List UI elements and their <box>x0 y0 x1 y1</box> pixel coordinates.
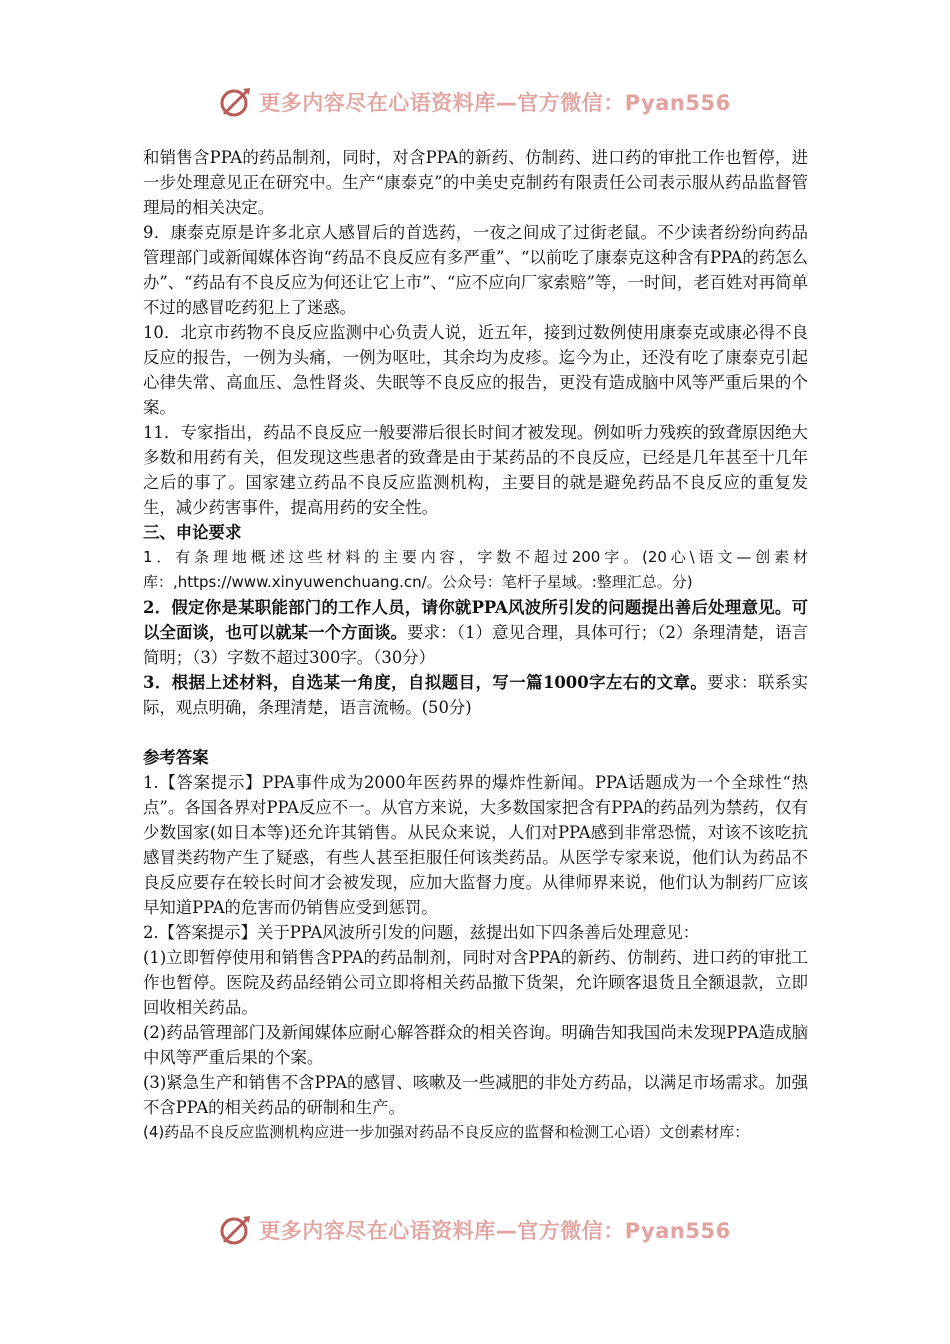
footer-watermark <box>0 1210 950 1250</box>
answer-2-item-4: (4)药品不良反应监测机构应进一步加强对药品不良反应的监督和检测工心语）文创素材库： <box>143 1123 750 1141</box>
requirement-3-task: 3．根据上述材料，自选某一角度，自拟题目，写一篇1000字左右的文章。 <box>143 673 708 692</box>
requirement-1: 1．有条理地概述这些材料的主要内容，字数不超过200字。(20心\语文—创素材库：,https://www.xinyuwenchuang.cn/。公众号：笔杆子星域。:整理汇总。分) <box>143 548 808 591</box>
paragraph-11: 11．专家指出，药品不良反应一般要滞后很长时间才被发现。例如听力残疾的致聋原因绝大多数和用药有关，但发现这些患者的致聋是由于某药品的不良反应，已经是几年甚至十几年之后的事了。国家建立药品不良反应监测机构，主要目的就是避免药品不良反应的重复发生，减少药害事件，提高用药的安全性。 <box>143 423 808 517</box>
watermark-text: 更多内容尽在心语资料库—官方微信：Pyan556 <box>259 1219 731 1243</box>
section-heading-requirements: 三、申论要求 <box>143 523 242 542</box>
answer-2-item-1: (1)立即暂停使用和销售含PPA的药品制剂，同时对含PPA的新药、仿制药、进口药的审批工作也暂停。医院及药品经销公司立即将相关药品撤下货架，允许顾客退货且全额退款，立即回收相关药品。 <box>143 948 808 1017</box>
requirement-2-task: 2．假定你是某职能部门的工作人员，请你就PPA风波所引发的问题提出善后处理意见。可以全面谈，也可以就某一个方面谈。 <box>143 598 808 642</box>
requirement-3-criteria: 要求：联系实际，观点明确，条理清楚，语言流畅。(50分) <box>143 673 808 717</box>
answer-1: 1.【答案提示】PPA事件成为2000年医药界的爆炸性新闻。PPA话题成为一个全球性“热点”。各国各界对PPA反应不一。从官方来说，大多数国家把含有PPA的药品列为禁药，仅有少数国家(如日本等)还允许其销售。从民众来说，人们对PPA感到非常恐慌，对该不该吃抗感冒类药物产生了疑惑，有些人甚至拒服任何该类药品。从医学专家来说，他们认为药品不良反应要存在较长时间才会被发现，应加大监督力度。从律师界来说，他们认为制药厂应该早知道PPA的危害而仍销售应受到惩罚。 <box>143 773 808 917</box>
document-body <box>143 145 808 1145</box>
answer-2-item-2: (2)药品管理部门及新闻媒体应耐心解答群众的相关咨询。明确告知我国尚未发现PPA造成脑中风等严重后果的个案。 <box>143 1023 808 1067</box>
header-watermark <box>0 82 950 122</box>
paragraph-continued: 和销售含PPA的药品制剂，同时，对含PPA的新药、仿制药、进口药的审批工作也暂停，进一步处理意见正在研究中。生产“康泰克”的中美史克制药有限责任公司表示服从药品监督管理局的相关决定。 <box>143 148 808 217</box>
answer-2-item-3: (3)紧急生产和销售不含PPA的感冒、咳嗽及一些减肥的非处方药品，以满足市场需求。加强不含PPA的相关药品的研制和生产。 <box>143 1073 808 1117</box>
answers-heading: 参考答案 <box>143 748 209 767</box>
answer-2-intro: 2.【答案提示】关于PPA风波所引发的问题，兹提出如下四条善后处理意见： <box>143 923 700 942</box>
requirement-2-criteria: 要求：（1）意见合理，具体可行；（2）条理清楚，语言简明；（3）字数不超过300字。（30分） <box>143 623 808 667</box>
paragraph-10: 10．北京市药物不良反应监测中心负责人说，近五年，接到过数例使用康泰克或康必得不良反应的报告，一例为头痛，一例为呕吐，其余均为皮疹。迄今为止，还没有吃了康泰克引起心律失常、高血压、急性肾炎、失眠等不良反应的报告，更没有造成脑中风等严重后果的个案。 <box>143 323 808 417</box>
watermark-text: 更多内容尽在心语资料库—官方微信：Pyan556 <box>259 91 731 115</box>
paragraph-9: 9．康泰克原是许多北京人感冒后的首选药，一夜之间成了过街老鼠。不少读者纷纷向药品管理部门或新闻媒体咨询“药品不良反应有多严重”、“以前吃了康泰克这种含有PPA的药怎么办”、“药品有不良反应为何还让它上市”、“应不应向厂家索赔”等，一时间，老百姓对再简单不过的感冒吃药犯上了迷惑。 <box>143 223 808 317</box>
spacer <box>143 720 808 745</box>
pen-logo-icon <box>219 85 253 119</box>
pen-logo-icon <box>219 1213 253 1247</box>
requirement-3 <box>143 670 808 720</box>
requirement-2 <box>143 595 808 670</box>
